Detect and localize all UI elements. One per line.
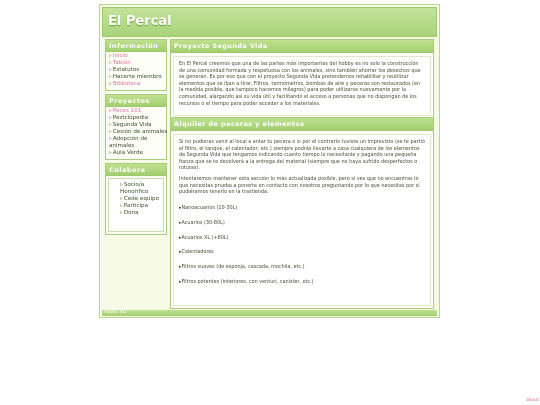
collab-box (105, 163, 167, 235)
sidebar (105, 39, 167, 238)
collab-item-dona[interactable]: ▹Dona (120, 210, 139, 216)
rental-section-title: Alquiler de peceras y elementos (171, 118, 433, 131)
menu-item-cesion[interactable]: ▹Cesión de animales (109, 129, 168, 135)
rental-item: ▸Filtros suaves (de esponja, cascada, mochila, etc.) (179, 264, 305, 271)
menu-item-inicio[interactable]: ▹Inicio (109, 53, 128, 59)
menu-item-peces-101[interactable]: ▹Peces 101 (109, 108, 142, 114)
arrow-icon: ▹ (109, 108, 112, 114)
rental-item: ▸Calentadores (179, 249, 214, 256)
rental-item: ▸Acuarios (30-80L) (179, 219, 225, 226)
menu-item-biblioteca[interactable]: ▹Biblioteca (109, 81, 141, 87)
site-footer (102, 310, 437, 316)
menu-item-tablon[interactable]: ▹Tablón (109, 60, 131, 66)
rental-paragraph-1: Si no pudieras venir al local a antar tu pecera o si por el contrario tuviste un imprevisto (se te partió el filtro, el tanque, el calentador, etc.) siempre podrás llevarte a casa cualquiera de los elementos de Segunda Vida que tengamos indicando cuanto tiempo lo necesitarás y pagando una pequeña fianza que se te devolverá a la entrega del material (siempre que no haya sufrido desperfectos o roturas). (179, 139, 425, 172)
collab-item-socio[interactable]: ▹Socio/a Honorífico (120, 182, 149, 195)
arrow-icon: ▹ (120, 182, 123, 188)
arrow-icon: ▹ (109, 81, 112, 87)
info-menu (106, 52, 166, 90)
rental-section (170, 117, 434, 309)
rental-item: ▸Acuarios XL (+80L) (179, 234, 229, 241)
arrow-icon: ▹ (109, 115, 112, 121)
project-description: En El Percal creemos que una de las partes más importantes del hobby es no solo la construcción de una comunidad formada y respetuosa con los animales, sino también ahorrar los desechos que se generan. Es por eso que con el proyecto Segunda Vida pretendemos rehabilitar y reutilizar elementos que se iban a tirar. Filtros, termómetros, bombas de aire y peceras son restaurados (en la medida posible, que tampoco hacemos milagros) para poder utilizarse nuevamente por la comunidad, alargando así su vida útil y facilitando el acceso a personas que no dispongan de los recursos o el tiempo para poder acceder a los materiales. (179, 61, 421, 107)
arrow-icon: ▹ (109, 60, 112, 66)
arrow-icon: ▹ (109, 122, 112, 128)
corner-link[interactable]: about (526, 398, 539, 403)
menu-item-peztclopedia[interactable]: ▹Peztclopedia (109, 115, 149, 121)
site-title[interactable]: El Percal (108, 14, 172, 29)
arrow-icon: ▹ (120, 203, 123, 209)
projects-box-title: Proyectos (106, 95, 166, 107)
menu-item-estatutos[interactable]: ▹Estatutos (109, 67, 140, 73)
arrow-icon: ▹ (109, 67, 112, 73)
rental-item: ▸Filtros potentes (interiores, con venturi, canister, etc.) (179, 279, 314, 286)
project-section-body (173, 56, 431, 116)
menu-item-hacerte-miembro[interactable]: ▹Hacerte miembro (109, 74, 162, 80)
arrow-icon: ▹ (120, 196, 123, 202)
project-section (170, 39, 434, 119)
arrow-icon: ▹ (109, 53, 112, 59)
collab-list (108, 178, 164, 232)
collab-box-title: Colabora (106, 164, 166, 176)
info-box (105, 39, 167, 91)
menu-item-adopcion[interactable]: ▹Adopción de animales (109, 136, 148, 149)
arrow-icon: ▹ (109, 129, 112, 135)
projects-box (105, 94, 167, 160)
footer-text: Footer XD (104, 310, 127, 315)
rental-section-body (173, 134, 431, 306)
arrow-icon: ▹ (120, 210, 123, 216)
arrow-icon: ▹ (109, 150, 112, 156)
arrow-icon: ▹ (109, 136, 112, 142)
project-section-title: Proyecto Segunda Vida (171, 40, 433, 53)
collab-item-cede[interactable]: ▹Cede equipo (120, 196, 159, 202)
menu-item-aula-verde[interactable]: ▹Aula Verde (109, 150, 143, 156)
menu-item-segunda-vida[interactable]: ▹Segunda Vida (109, 122, 152, 128)
projects-menu (106, 107, 166, 159)
site-header (102, 7, 437, 37)
page-container (99, 4, 440, 318)
rental-item: ▸Nanoacuarios (10-30L) (179, 204, 238, 211)
rental-paragraph-2: Intentaremos mantener esta sección lo más actualizada posible, pero si ves que no encuentras lo que necesitas prueba a ponerte en contacto con nosotros preguntando por lo que necesitas por si pudiéramos tenerlo en la trastienda. (179, 175, 420, 196)
arrow-icon: ▹ (109, 74, 112, 80)
info-box-title: Información (106, 40, 166, 52)
collab-item-participa[interactable]: ▹Participa (120, 203, 149, 209)
